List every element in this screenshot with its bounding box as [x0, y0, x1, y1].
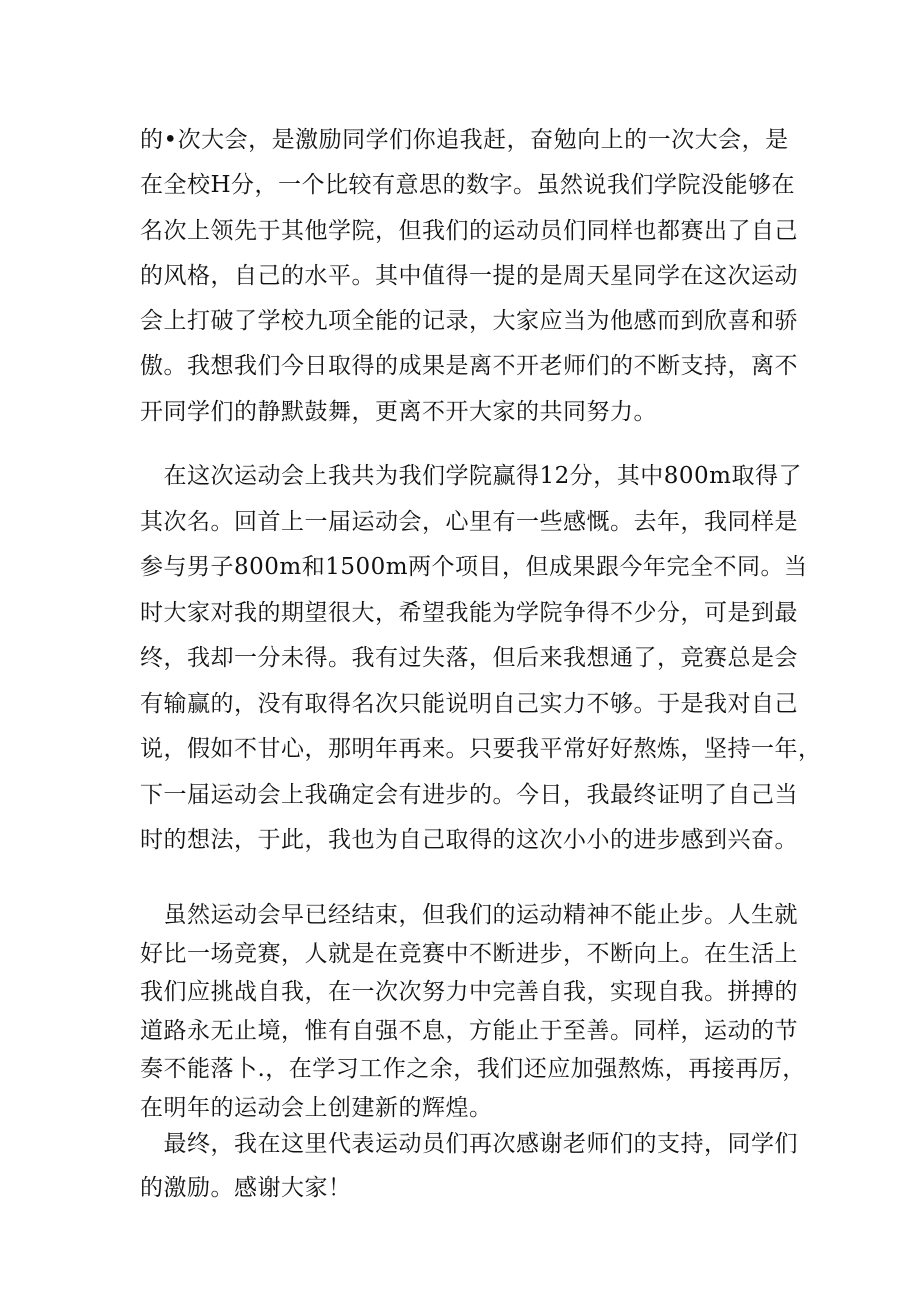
text-line: 奏不能落卜.，在学习工作之余，我们还应加强熬炼，再接再厉， — [140, 1056, 806, 1082]
paragraph-2 — [140, 454, 822, 864]
text-line: 开同学们的静默鼓舞，更离不开大家的共同努力。 — [140, 398, 657, 425]
text-line: 最终，我在这里代表运动员们再次感谢老师们的支持，同学们 — [140, 1131, 798, 1157]
text-line: 会上打破了学校九项全能的记录，大家应当为他感而到欣喜和骄 — [140, 308, 798, 335]
text-line: 其次名。回首上一届运动会，心里有一些感慨。去年，我同样是 — [140, 508, 798, 535]
text-line: 道路永无止境，惟有自强不息，方能止于至善。同样，运动的节 — [140, 1017, 798, 1044]
text-line: 在明年的运动会上创建新的辉煌。 — [140, 1094, 493, 1121]
text-line: 在这次运动会上我共为我们学院赢得12分，其中800m取得了 — [140, 463, 802, 489]
text-line: 虽然运动会早已经结束，但我们的运动精神不能止步。人生就 — [140, 902, 798, 928]
text-line: 傲。我想我们今日取得的成果是离不开老师们的不断支持，离不 — [140, 353, 798, 380]
text-line: 下一届运动会上我确定会有进步的。今日，我最终证明了自己当 — [140, 781, 798, 808]
paragraph-3 — [140, 896, 806, 1127]
text-line: 的•次大会，是激励同学们你追我赶，奋勉向上的一次大会，是 — [140, 127, 789, 153]
text-line: 终，我却一分未得。我有过失落，但后来我想通了，竞赛总是会 — [140, 645, 798, 671]
text-line: 在全校H分，一个比较有意思的数字。虽然说我们学院没能够在 — [140, 172, 796, 199]
text-line: 的激励。感谢大家！ — [140, 1175, 352, 1201]
text-line: 时大家对我的期望很大，希望我能为学院争得不少分，可是到最 — [140, 599, 798, 626]
paragraph-1 — [140, 118, 800, 435]
text-line: 说，假如不甘心，那明年再来。只要我平常好好熬炼，坚持一年， — [140, 736, 822, 762]
text-line: 我们应挑战自我，在一次次努力中完善自我，实现自我。拼搏的 — [140, 979, 798, 1005]
text-line: 有输赢的，没有取得名次只能说明自己实力不够。于是我对自己 — [140, 690, 798, 717]
paragraph-4 — [140, 1122, 800, 1210]
text-line: 的风格，自己的水平。其中值得一提的是周天星同学在这次运动 — [140, 262, 798, 289]
text-line: 好比一场竞赛，人就是在竞赛中不断进步，不断向上。在生活上 — [140, 940, 798, 967]
text-line: 参与男子800m和1500m两个项目，但成果跟今年完全不同。当 — [140, 554, 808, 580]
text-line: 名次上领先于其他学院，但我们的运动员们同样也都赛出了自己 — [140, 217, 798, 244]
text-line: 时的想法，于此，我也为自己取得的这次小小的进步感到兴奋。 — [140, 827, 798, 853]
